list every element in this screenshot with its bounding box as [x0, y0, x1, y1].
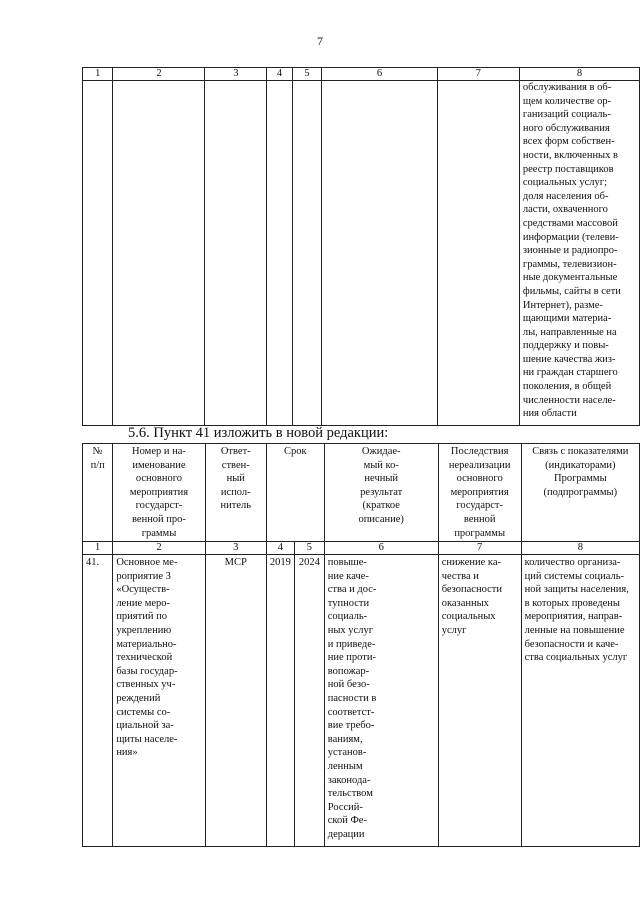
col-number: 3 [205, 542, 266, 555]
responsible: МСР [205, 555, 266, 847]
measure-name: Основное ме- роприятие 3 «Осуществ- ление меро- приятий по укреплению материально- технической базы государ- ственных уч- реждений системы со- циальной за- щиты населе- ния» [113, 555, 205, 847]
col-number: 2 [113, 542, 205, 555]
col-number: 7 [438, 542, 521, 555]
column-number-row [83, 542, 640, 555]
col-number: 4 [266, 542, 294, 555]
col-number: 3 [205, 68, 267, 81]
term-start: 2019 [266, 555, 294, 847]
col-number: 8 [521, 542, 639, 555]
continuation-table [82, 67, 640, 426]
header-no: № п/п [83, 444, 113, 542]
col-number: 8 [519, 68, 639, 81]
consequences: снижение ка- чества и безопасности оказанных социальных услуг [438, 555, 521, 847]
page-number: 7 [317, 34, 323, 48]
term-end: 2024 [294, 555, 324, 847]
header-link: Связь с показателями (индикаторами) Программы (подпрограммы) [521, 444, 639, 542]
col-number: 4 [267, 68, 293, 81]
header-name: Номер и на- именование основного мероприятия государст- венной про- граммы [113, 444, 205, 542]
col-number: 6 [322, 68, 437, 81]
indicator-link: количество организа- ций системы социаль- ной защиты населения, в которых проведены мероприятия, направ- ленные на повышение безопасности и каче- ства социальных услуг [521, 555, 639, 847]
table-row [83, 555, 640, 847]
indicator-text: обслуживания в об- щем количестве ор- ганизаций социаль- ного обслуживания всех форм собствен- ности, включенных в реестр поставщиков социальных услуг; доля населения об- ласти, охваченного средствами массовой информации (телеви- зионные и радиопро- граммы, телевизион- ные документальные фильмы, сайты в сети Интернет), разме- щающими материа- лы, направленные на поддержку и повы- шение качества жиз- ни граждан старшего поколения, в общей численности населе- ния области [519, 81, 639, 426]
col-number: 7 [437, 68, 519, 81]
col-number: 2 [113, 68, 205, 81]
col-number: 6 [324, 542, 438, 555]
col-number: 5 [292, 68, 322, 81]
header-responsible: Ответ- ствен- ный испол- нитель [205, 444, 266, 542]
row-number: 41. [83, 555, 113, 847]
header-result: Ожидае- мый ко- нечный результат (краткое описание) [324, 444, 438, 542]
section-heading: 5.6. Пункт 41 изложить в новой редакции: [128, 425, 389, 441]
header-term: Срок [266, 444, 324, 542]
col-number: 1 [83, 68, 113, 81]
expected-result: повыше- ние каче- ства и дос- тупности социаль- ных услуг и приведе- ние проти- вопожар- ной безо- пасности в соответст- вие требо- ваниям, установ- ленным законода- тельством Россий- ской Фе- дерации [324, 555, 438, 847]
header-row [83, 444, 640, 542]
col-number: 5 [294, 542, 324, 555]
col-number: 1 [83, 542, 113, 555]
table-row [83, 81, 640, 426]
measures-table [82, 443, 640, 847]
column-number-row [83, 68, 640, 81]
header-consequences: Последствия нереализации основного мероприятия государст- венной программы [438, 444, 521, 542]
